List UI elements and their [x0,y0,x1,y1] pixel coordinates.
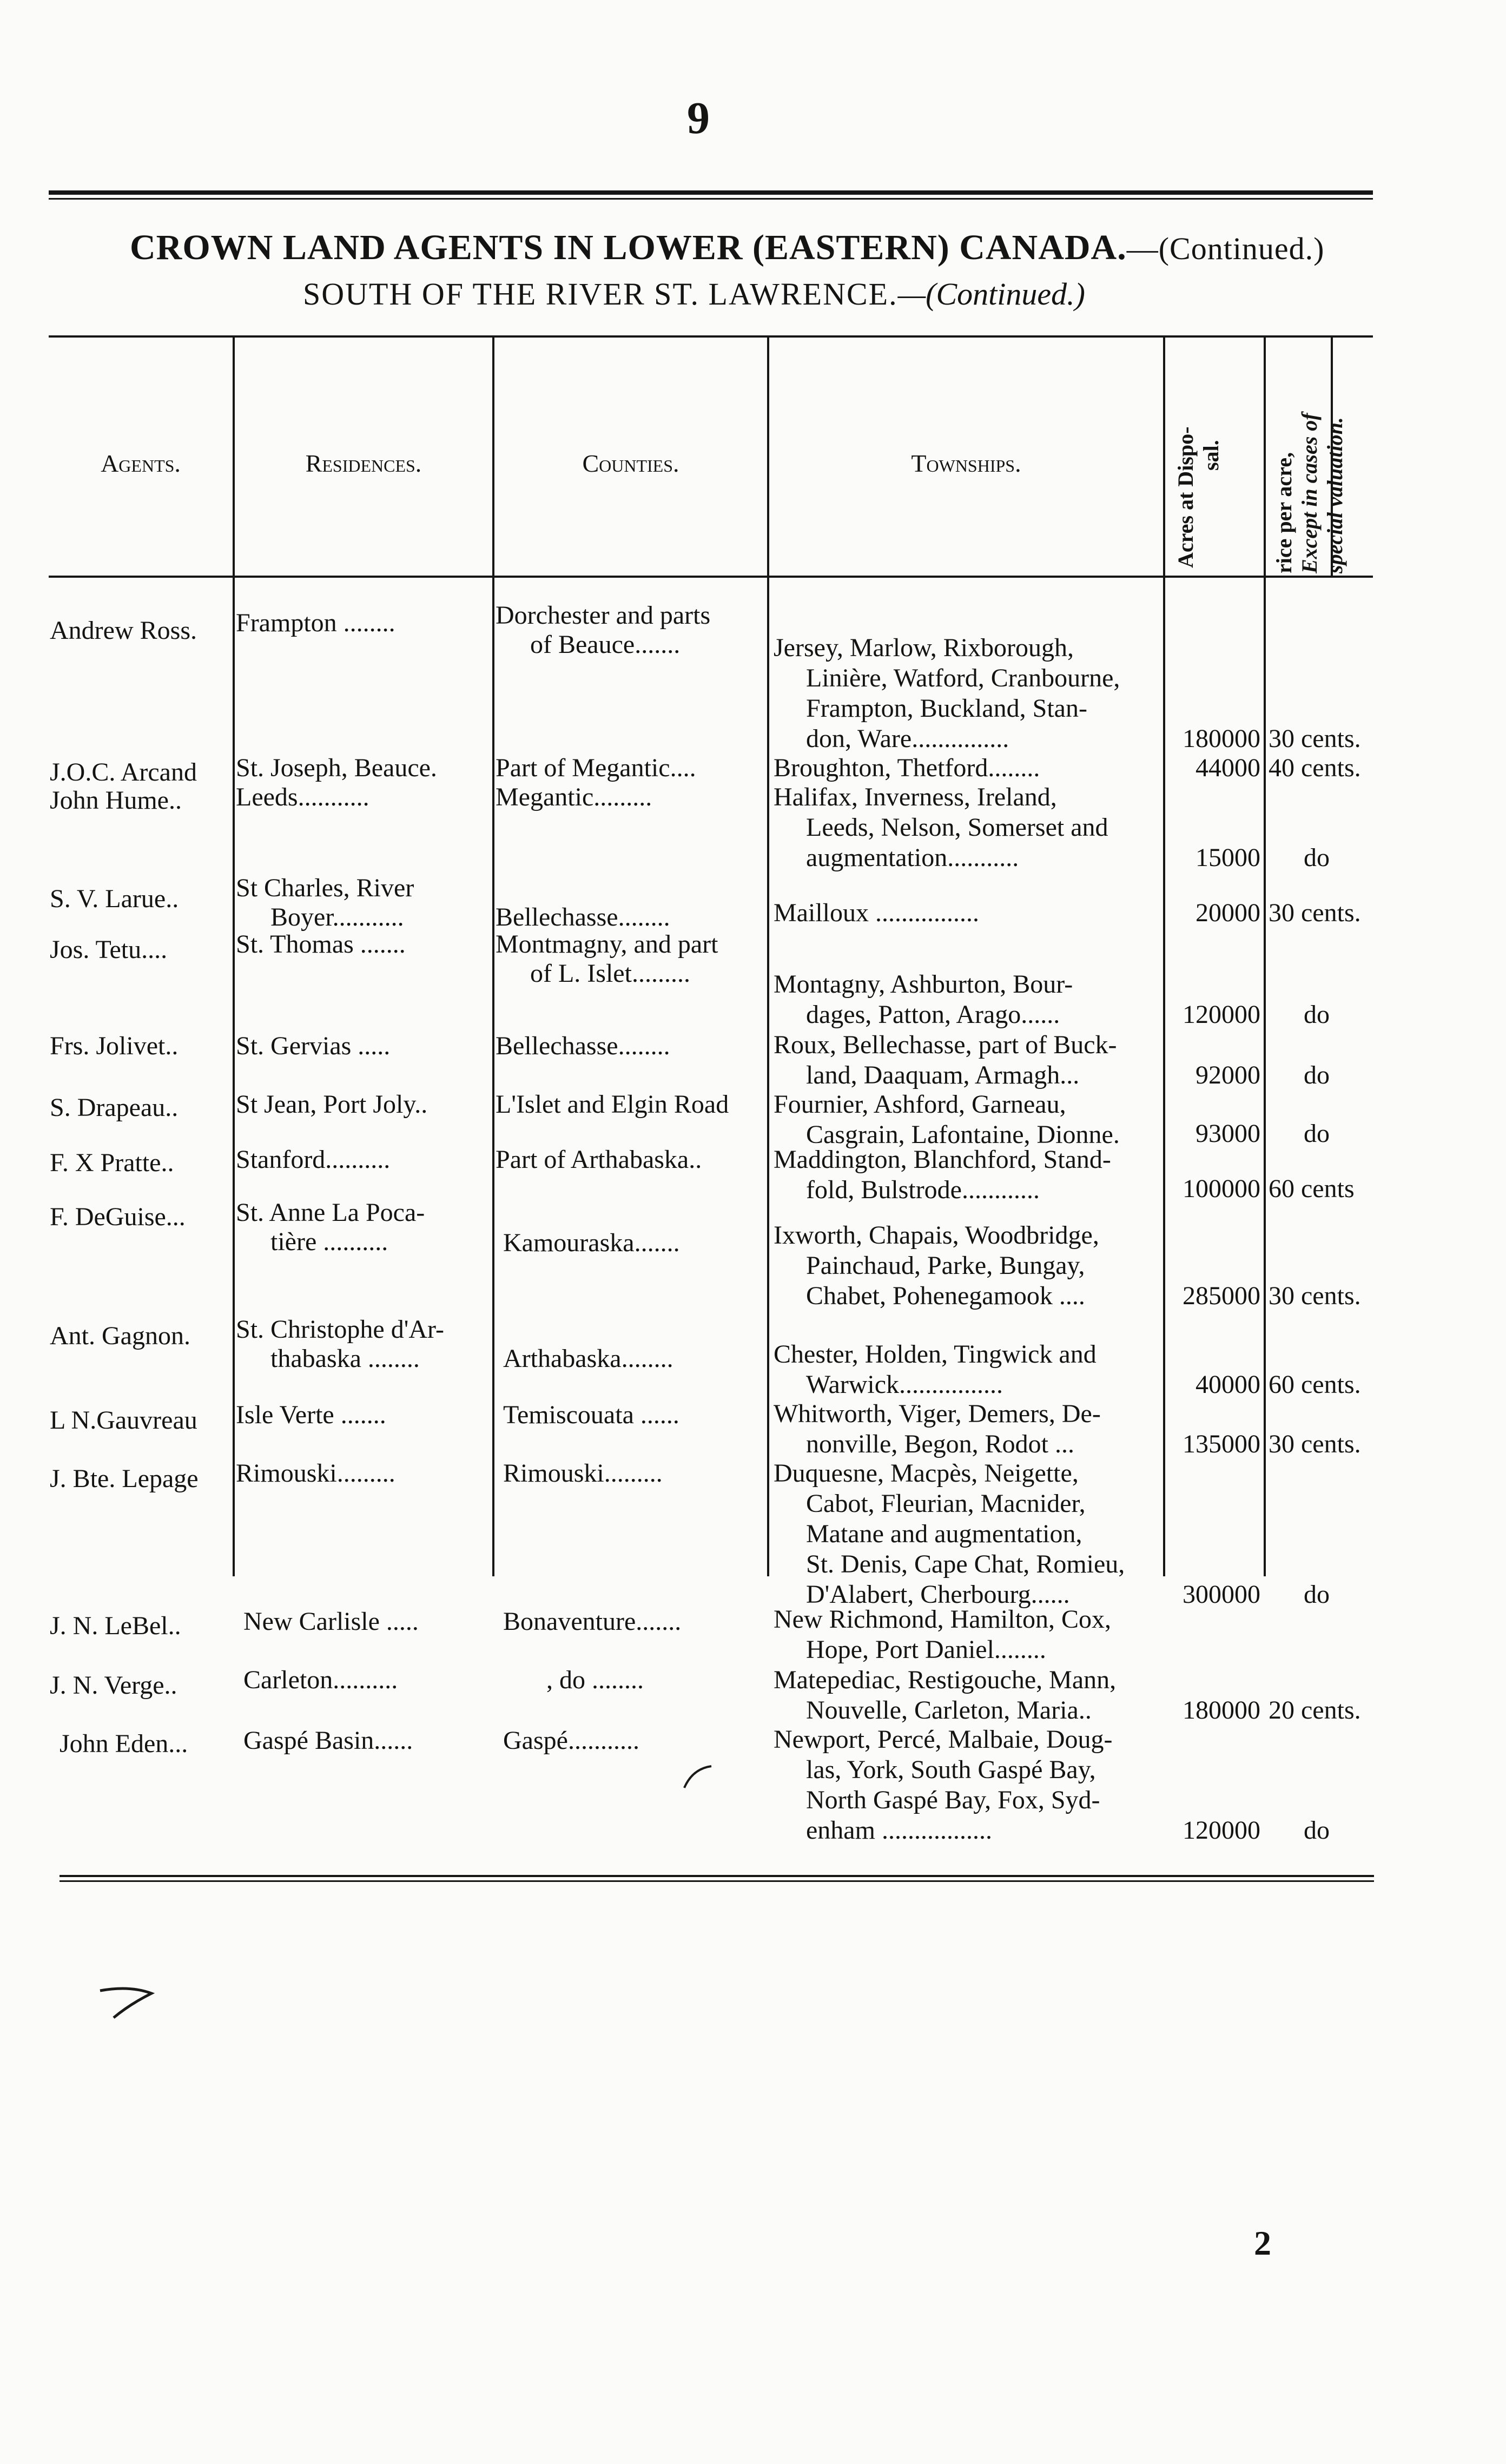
subtitle-continued: —(Continued.) [897,276,1085,312]
residence: St. Anne La Poca- [236,1198,425,1227]
acres-value: 180000 [1183,724,1260,753]
price-value: do [1304,1000,1330,1029]
townships [774,898,1163,928]
price-value: 30 cents. [1269,1430,1361,1458]
col-divider-2 [492,338,494,1576]
township-line: Whitworth, Viger, Demers, De- [774,1399,1101,1428]
col-divider-5 [1264,338,1266,1576]
townships [774,782,1163,873]
residence: St Jean, Port Joly.. [236,1090,428,1119]
township-line: D'Alabert, Cherbourg...... [806,1580,1070,1609]
county: Bellechasse........ [496,903,670,932]
price-value: 30 cents. [1269,1281,1361,1310]
township-line: Casgrain, Lafontaine, Dionne. [806,1120,1120,1149]
agent-name: F. DeGuise... [50,1203,186,1231]
header-counties: Counties. [582,450,679,477]
townships [774,1089,1163,1150]
col-divider-3 [767,338,769,1576]
townships [774,1399,1163,1459]
title-text: CROWN LAND AGENTS IN LOWER (EASTERN) CANADA. [130,228,1127,267]
township-line: augmentation........... [806,843,1019,872]
county: Bellechasse........ [496,1032,670,1060]
township-line: Nouvelle, Carleton, Maria.. [806,1696,1092,1725]
acres-value: 15000 [1195,843,1260,872]
county: Kamouraska....... [503,1228,680,1257]
residence: St. Joseph, Beauce. [236,754,437,782]
township-line: enham ................. [806,1816,992,1845]
county: Megantic......... [496,783,652,811]
township-line: don, Ware............... [806,724,1009,753]
agent-name: S. Drapeau.. [50,1093,179,1122]
township-line: Chester, Holden, Tingwick and [774,1340,1097,1369]
townships [774,1339,1163,1400]
acres-value: 20000 [1195,899,1260,927]
agent-name: Jos. Tetu.... [50,935,168,964]
township-line: Broughton, Thetford........ [774,754,1040,782]
acres-value: 92000 [1195,1061,1260,1089]
top-rule-thin [49,198,1373,200]
township-line: North Gaspé Bay, Fox, Syd- [806,1786,1100,1814]
price-value: do [1304,1580,1330,1609]
agent-name: S. V. Larue.. [50,884,179,913]
subtitle-text: SOUTH OF THE RIVER ST. LAWRENCE. [303,276,898,312]
county: L'Islet and Elgin Road [496,1090,729,1119]
township-line: Fournier, Ashford, Garneau, [774,1090,1066,1119]
agent-name: John Eden... [60,1729,188,1758]
county: Part of Arthabaska.. [496,1145,702,1174]
townships [774,1665,1163,1726]
townships [774,969,1163,1030]
price-value: do [1304,1119,1330,1148]
townships [774,1030,1163,1091]
township-line: Halifax, Inverness, Ireland, [774,783,1057,811]
township-line: Matepediac, Restigouche, Mann, [774,1666,1117,1694]
acres-value: 120000 [1183,1000,1260,1029]
township-line: las, York, South Gaspé Bay, [806,1755,1096,1784]
residence: St. Gervias ..... [236,1032,391,1060]
header-acres-line1: Acres at Dispo- [1173,426,1198,568]
agent-name: J.O.C. Arcand [50,758,197,787]
header-price-line2: Except in cases of [1297,413,1322,573]
townships [774,1220,1163,1311]
col-divider-4 [1163,338,1165,1576]
residence: St. Christophe d'Ar- [236,1315,445,1344]
acres-value: 135000 [1183,1430,1260,1458]
townships [774,1458,1163,1610]
agent-name: F. X Pratte.. [50,1148,174,1177]
agent-name: J. Bte. Lepage [50,1464,199,1493]
acres-value: 44000 [1195,754,1260,782]
header-residences: Residences. [305,450,422,477]
title-continued: —(Continued.) [1126,231,1325,266]
acres-value: 100000 [1183,1174,1260,1203]
ink-mark-arrow [97,1980,157,2023]
residence: Gaspé Basin...... [243,1726,413,1755]
townships [774,633,1163,754]
county: Rimouski......... [503,1459,663,1488]
header-price-line3: special valuation. [1323,417,1347,573]
residence: Isle Verte ....... [236,1401,386,1429]
residence: Boyer........... [270,903,404,932]
county: Part of Megantic.... [496,754,696,782]
residence: thabaska ........ [270,1344,420,1373]
agent-name: Ant. Gagnon. [50,1322,190,1350]
header-acres-line2: sal. [1199,440,1223,471]
county: Montmagny, and part [496,930,718,959]
county: of L. Islet......... [530,959,690,988]
agent-name: J. N. Verge.. [50,1671,177,1700]
acres-value: 93000 [1195,1119,1260,1148]
price-value: 60 cents [1269,1174,1355,1203]
residence: Stanford.......... [236,1145,391,1174]
county: Arthabaska........ [503,1344,673,1373]
township-line: dages, Patton, Arago...... [806,1000,1060,1029]
township-line: Chabet, Pohenegamook .... [806,1281,1085,1310]
page-number: 9 [687,93,710,143]
header-agents: Agents. [101,450,181,477]
county: Gaspé........... [503,1726,639,1755]
township-line: New Richmond, Hamilton, Cox, [774,1605,1111,1634]
price-value: 20 cents. [1269,1696,1361,1725]
acres-value: 285000 [1183,1281,1260,1310]
townships [774,1145,1163,1205]
price-value: do [1304,1816,1330,1845]
township-line: Linière, Watford, Cranbourne, [806,664,1120,692]
township-line: Hope, Port Daniel........ [806,1635,1046,1664]
township-line: nonville, Begon, Rodot ... [806,1430,1074,1458]
county: , do ........ [546,1666,644,1694]
county: Temiscouata ...... [503,1401,679,1429]
township-line: Matane and augmentation, [806,1520,1082,1548]
residence: Carleton.......... [243,1666,398,1694]
townships [774,1604,1163,1665]
township-line: land, Daaquam, Armagh... [806,1061,1080,1089]
township-line: Montagny, Ashburton, Bour- [774,970,1073,999]
residence: Leeds........... [236,783,369,811]
agent-name: Frs. Jolivet.. [50,1032,179,1060]
price-value: 40 cents. [1269,754,1361,782]
header-price-line1: rice per acre, [1272,452,1296,573]
township-line: Jersey, Marlow, Rixborough, [774,633,1074,662]
bottom-rule [60,1875,1374,1877]
header-acres [1173,427,1224,568]
ink-mark-stroke [682,1763,714,1791]
county: Bonaventure....... [503,1607,682,1636]
page-title [130,227,1342,268]
township-line: Leeds, Nelson, Somerset and [806,813,1108,842]
township-line: Frampton, Buckland, Stan- [806,694,1087,723]
township-line: Warwick................ [806,1370,1003,1399]
price-value: 30 cents. [1269,899,1361,927]
acres-value: 180000 [1183,1696,1260,1725]
residence: Frampton ........ [236,609,395,637]
county: Dorchester and parts [496,601,711,630]
agent-name: John Hume.. [50,786,182,815]
bottom-rule-thin [60,1880,1374,1882]
residence: St Charles, River [236,874,414,902]
header-top-rule [49,335,1373,338]
townships [774,753,1163,783]
township-line: Painchaud, Parke, Bungay, [806,1251,1085,1280]
col-divider-1 [233,338,235,1576]
header-townships: Townships. [911,450,1021,477]
residence: Rimouski......... [236,1459,395,1488]
price-value: do [1304,1061,1330,1089]
acres-value: 40000 [1195,1370,1260,1399]
residence: St. Thomas ....... [236,930,406,959]
agent-name: Andrew Ross. [50,616,197,645]
township-line: Ixworth, Chapais, Woodbridge, [774,1221,1099,1250]
price-value: do [1304,843,1330,872]
price-value: 30 cents. [1269,724,1361,753]
price-value: 60 cents. [1269,1370,1361,1399]
township-line: Newport, Percé, Malbaie, Doug- [774,1725,1113,1754]
footer-mark: 2 [1254,2224,1271,2262]
residence: tière .......... [270,1227,388,1256]
township-line: Cabot, Fleurian, Macnider, [806,1489,1086,1518]
agent-name: J. N. LeBel.. [50,1611,181,1640]
acres-value: 120000 [1183,1816,1260,1845]
page-subtitle [303,276,1085,312]
agent-name: L N.Gauvreau [50,1406,197,1435]
townships [774,1725,1163,1846]
residence: New Carlisle ..... [243,1607,419,1636]
header-price [1271,413,1348,573]
township-line: Mailloux ................ [774,899,979,927]
header-bottom-rule [49,576,1373,578]
township-line: St. Denis, Cape Chat, Romieu, [806,1550,1125,1578]
county: of Beauce....... [530,630,681,659]
acres-value: 300000 [1183,1580,1260,1609]
top-rule [49,190,1373,195]
township-line: Roux, Bellechasse, part of Buck- [774,1030,1117,1059]
township-line: Duquesne, Macpès, Neigette, [774,1459,1079,1488]
township-line: Maddington, Blanchford, Stand- [774,1145,1111,1174]
township-line: fold, Bulstrode............ [806,1175,1040,1204]
